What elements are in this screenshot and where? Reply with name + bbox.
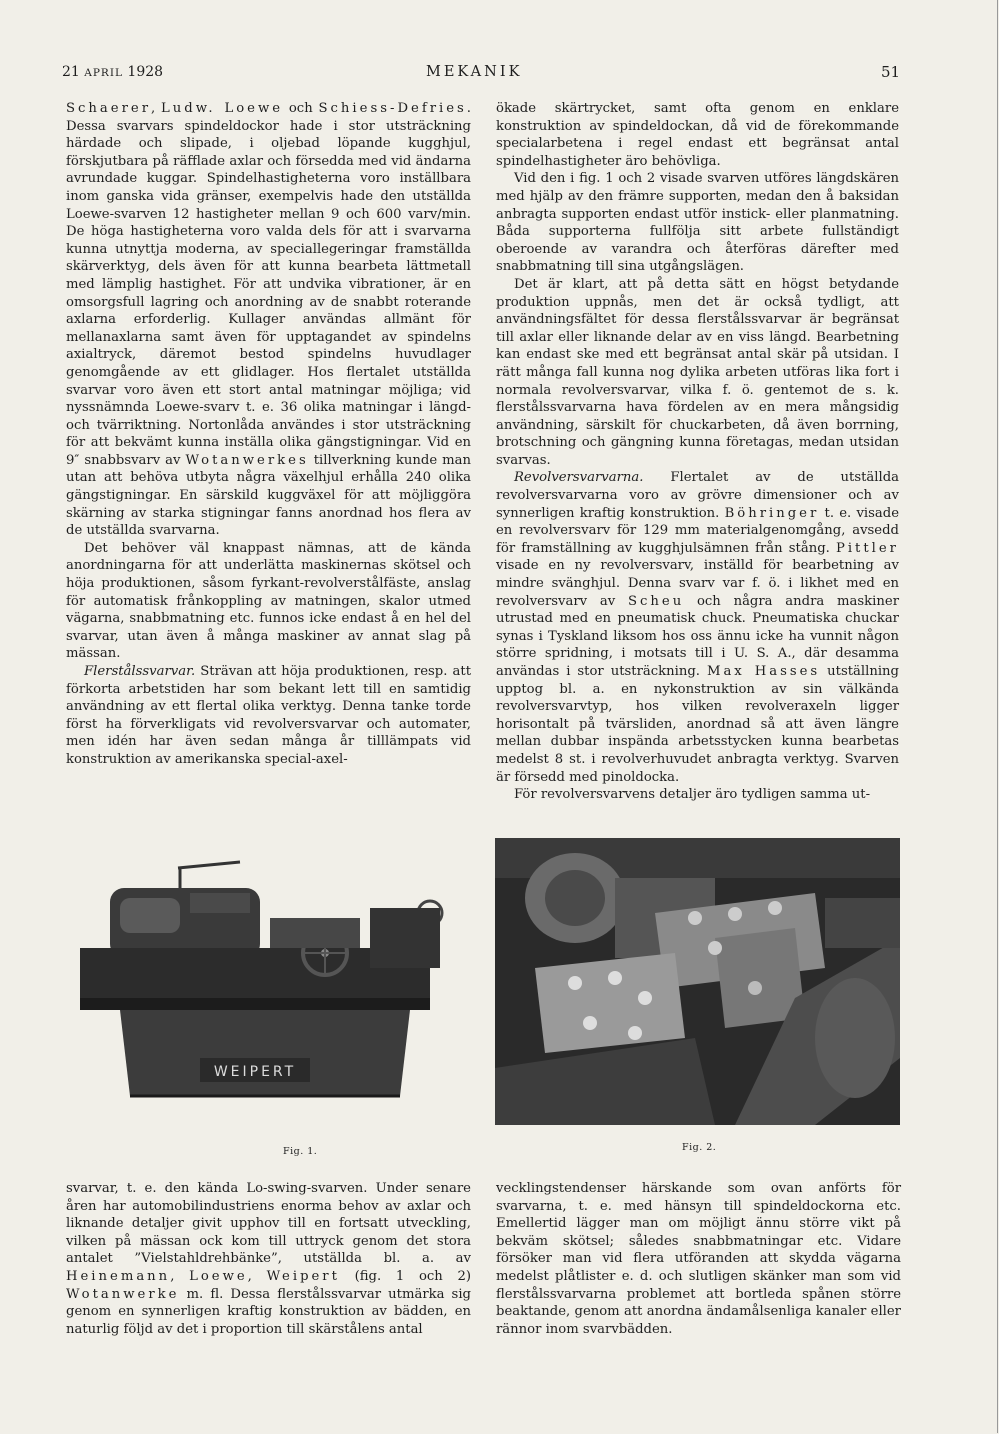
paragraph-arrangements: Det behöver väl knappast nämnas, att de kända anordningarna för att underlätta maskinernas skötsel och höja produktionen, såsom fyrkant-revolverstålfäste, anslag för automatisk frånkoppling av matningen, skalor utmed vägarna, snabbmatning etc. funnos icke endast å en hel del svarvar, utan även å många maskiner av annat slag på mässan.: [66, 540, 471, 662]
paragraph-turret-details: För revolversvarvens detaljer äro tydligen samma ut-: [514, 787, 871, 803]
spaced-name: Böhringer: [724, 505, 820, 521]
text-run: svarvar, t. e. den kända Lo-swing-svarven. Under senare åren har automobilindustriens enorma behov av axlar och liknande detaljer givit upphov till en fortsatt utveckling, vilken på mässan ock kom till uttryck genom det stora antalet ”Vielstahldrehbänke”, utställda bl. a. av: [66, 1181, 471, 1267]
text-run: och några andra maskiner utrustad med en pneumatisk chuck. Pneumatiska chuckar synas i Tyskland liksom hos oss ännu icke ha vunnit någon större spridning, i motsats till i U. S. A., där desamma användas i stor utsträckning.: [496, 593, 899, 679]
paragraph-turret-lathes: [496, 469, 899, 786]
spaced-name: Pittler: [835, 540, 899, 556]
figure-1-lathe-photo: [70, 848, 470, 1108]
text-run: visade en ny revolversvarv, inställd för bearbetning av mindre svänghjul. Denna svarv var f. ö. i likhet med en revolversvarv av: [496, 558, 899, 609]
journal-title: MEKANIK: [426, 64, 523, 80]
figure-2-toolpost-photo: [495, 838, 900, 1125]
section-heading-flerstalssvarvar: Flerstålssvarvar.: [84, 664, 196, 679]
text-run: Flertalet av de utställda revolversvarvarna voro av grövre dimensioner och av synnerligen kraftig konstruktion.: [496, 470, 899, 521]
text-run: och: [283, 101, 319, 116]
text-run: tillverkning kunde man utan att behöva utbyta några växelhjul erhålla 240 olika gängstigningar. En särskild kuggväxel för att möjliggöra skärning av starka stigningar fanns anordnad hos flera av de utställda svarvarna.: [66, 452, 472, 539]
paragraph-lathe-exhibits: [66, 100, 471, 540]
text-run: utställning upptog bl. a. en nykonstruktion av sin välkända revolversvarvtyp, hos vilken revolveraxeln ligger horisontalt på tvärsliden, anordnad så att även längre mellan dubbar inspända arbetsstycken kunna bearbetas medelst 8 st. i revolverhuvudet anbragta verktyg. Svarven är försedd med pinoldocka.: [496, 664, 899, 785]
paragraph-vielstahl: [66, 1180, 471, 1338]
text-run: . Dessa svarvars spindeldockor hade i stor utsträckning härdade och slipade, i oljebad löpande kugghjul, förskjutbara på räfflade axlar och försedda med vid ändarna avrundade kuggar. Spindelhastigheterna voro inställbara inom ganska vida gränser, exempelvis hade den utställda Loewe-svarven 12 hastigheter mellan 9 och 600 varv/min. De höga hastigheterna voro valda dels för att i svarvarna kunna utnyttja moderna, av speciallegeringar framställda skärverktyg, dels även för att kunna bearbeta lättmetall med lämplig hastighet. För att undvika vibrationer, är en omsorgsfull lagring och anordning av de snabbt roterande axlarna erforderlig. Kullager användas allmänt för mellanaxlarna samt även för upptagandet av spindelns axialtryck, däremot bestod spindelns huvudlager genomgående av ett glidlager. Hos flertalet utställda svarvar voro även ett stort antal matningar möjliga; vid nyssnämnda Loewe-svarv t. e. 36 olika matningar i längd- och tvärriktning. Nortonlåda användes i stor utsträckning för att bekvämt kunna inställa olika gängstigningar. Vid en 9″ snabbsvarv av: [66, 101, 471, 468]
figure-2-caption: Fig. 2.: [682, 1142, 717, 1153]
text-run: ,: [151, 101, 162, 116]
spaced-name: Weipert: [266, 1268, 340, 1284]
figure-1-caption: Fig. 1.: [283, 1146, 318, 1157]
spaced-name: Scheu: [627, 593, 685, 609]
text-run: m. fl. Dessa flerstålssvarvar utmärka sig genom en synnerligen kraftig konstruktion av bädden, en naturlig följd av det i proportion till skärstålens antal: [66, 1286, 471, 1337]
text-run: t. e. visade en revolversvarv för 129 mm materialgenomgång, avsedd för framställning av kugghjulsämnen från stång.: [496, 505, 900, 556]
spaced-name: Schiess-Defries: [318, 101, 467, 116]
spaced-name: Ludw. Loewe: [161, 101, 284, 116]
left-column-top: [66, 100, 471, 769]
weipert-nameplate: WEIPERT: [213, 1064, 297, 1080]
text-run: ,: [170, 1268, 190, 1284]
paragraph-development-trends: vecklingstendenser härskande som ovan anförts för svarvarna, t. e. med hänsyn till spindeldockorna etc. Emellertid lägger man om möjligt ännu större vikt på bekväm skötsel; således snabbmatningar etc. Vidare försöker man vid flera utföranden att skydda vägarna medelst plåtlister e. d. och slutligen skänker man som vid flerstålssvarvarna problemet att bortleda spånen större beaktande, genom att anordna ändamålsenliga kanaler eller rännor inom svarvbädden.: [496, 1181, 901, 1337]
spaced-name: Wotanwerkes: [185, 452, 309, 468]
header-date: 21 APRIL 1928: [62, 64, 164, 80]
italic-heading: Revolversvarvarna.: [514, 470, 644, 486]
right-column-bottom: [496, 1180, 901, 1338]
right-column-top: [496, 100, 899, 804]
spaced-name: Max Hasses: [706, 664, 821, 679]
spaced-name: Loewe: [189, 1268, 248, 1284]
paragraph-multi-tool-lathes: Flerstålssvarvar. Strävan att höja produktionen, resp. att förkorta arbetstiden har som bekant lett till en samtidig användning av ett flertal olika verktyg. Denna tanke torde först ha förverkligats vid revolversvarvar och automater, men idén har även sedan många år tilllämpats vid konstruktion av amerikanska special-axel-: [66, 664, 471, 767]
spaced-name: Schaerer: [66, 101, 151, 116]
spaced-name: Heinemann: [66, 1268, 171, 1284]
page-number: 51: [881, 63, 901, 81]
paragraph-fig-description: Vid den i fig. 1 och 2 visade svarven utföres längdskären med hjälp av den främre supporten, medan den å baksidan anbragta supporten endast utför instick- eller planmatning. Båda supporterna fullfölja sitt arbete fullständigt oberoende av varandra och återföras därefter med snabbmatning till sina utgångslägen.: [496, 171, 899, 275]
paragraph-cutting-pressure: ökade skärtrycket, samt ofta genom en enklare konstruktion av spindeldockan, då vid de förekommande specialarbetena i regel endast ett begränsat antal spindelhastigheter äro behövliga.: [496, 101, 899, 169]
spaced-name: Wotanwerke: [66, 1286, 180, 1302]
paragraph-production: Det är klart, att på detta sätt en högst betydande produktion uppnås, men det är också tydligt, att användningsfältet för dessa flerstålssvarvar är begränsat till axlar eller liknande delar av en viss längd. Bearbetning kan endast ske med ett begränsat antal skär på utsidan. I rätt många fall kunna nog dylika arbeten utföras lika fort i normala revolversvarvar, vilka f. ö. gentemot de s. k. flerstålssvarvarna hava fördelen av en mera mångsidig användning, särskilt för chuckarbeten, då även borrning, brotschning och gängning kunna företagas, medan utsidan svarvas.: [496, 276, 899, 468]
left-column-bottom: [66, 1180, 471, 1338]
text-run: ,: [247, 1268, 267, 1284]
text-run: (fig. 1 och 2): [339, 1268, 471, 1284]
